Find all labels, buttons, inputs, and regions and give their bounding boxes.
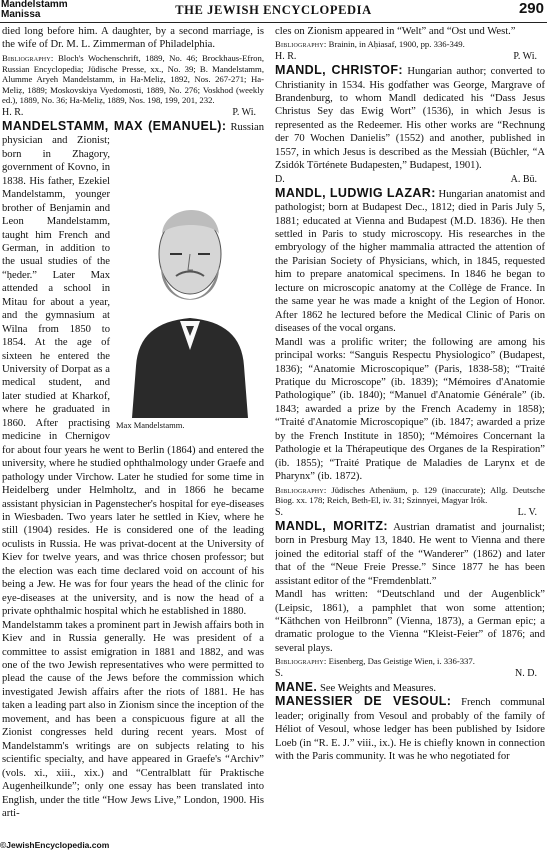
entry-body: Austrian dramatist and journalist; born in Presburg May 13, 1840. He went to Vienna and there joined the editorial staff of the “Wanderer” (1862) and later that of the “Neue Freie Presse.” Since 1877 he has been assistant editor of the “Fremdenblatt.”	[275, 521, 545, 587]
right-column	[275, 25, 545, 840]
bibliography-label: Bibliography:	[275, 39, 327, 50]
cross-reference: See Weights and Measures.	[319, 682, 436, 694]
bibliography	[2, 53, 264, 106]
entry-body: Hungarian author; converted to Christianity in 1534. His godfather was George, Margrave of Brandenburg, to whom Mandl dedicated his “Dass Jesus Christus Sey das Ewig Wort” (1536), in which Jesus is represented as the Redeemer. His other works are “Rechnung der 70 Wochen Danielis” (1552) and another, published in 1557, in which Jesus is described as the Messiah (Büchler, “A Zsidók Története Budapesten,” Budapest, 1901).	[275, 66, 545, 172]
footer-watermark: ©JewishEncyclopedia.com	[0, 840, 110, 850]
portrait-image	[116, 136, 264, 418]
entry-mandl-christof	[275, 64, 545, 173]
entry-mane	[275, 681, 545, 695]
bibliography-text: Eisenberg, Das Geistige Wien, i. 336-337.	[328, 656, 475, 667]
entry-mandl-moritz	[275, 520, 545, 588]
signature-line	[275, 173, 545, 186]
author-initials: L. V.	[517, 506, 537, 518]
signature-line	[275, 50, 545, 63]
bibliography	[275, 39, 545, 50]
page-header	[0, 0, 547, 24]
author-initials: P. Wi.	[232, 106, 256, 118]
entry-heading: MANDELSTAMM, MAX (EMANUEL):	[2, 118, 227, 133]
portrait-figure	[116, 136, 264, 434]
entry-paragraph: Mandl has written: “Deutschland und der Augenblick” (Leipsic, 1861), a pamphlet that won some attention; “Käthchen von Heilbronn” (Vienna, 1873), a German epic; a dramatic prologue to the Vienna “Kleist-Feier” of 1876; and several plays.	[275, 589, 545, 654]
bibliography-label: Bibliography:	[2, 52, 54, 63]
signature-line	[275, 506, 545, 519]
header-rule	[0, 22, 547, 23]
entry-body: Russian physician and Zionist; born in Zhagory, government of Kovno, in 1838. His father, Ezekiel Mandelstamm, younger brother of Benjamin and Leon Mandelstamm, taught him French and German, in addition to the usual studies of the “ḥeder.” Later Max attended a school in Mitau for about a year, and the gymnasium at Wilna from 1850 to 1854. At the age of sixteen he entered the University of Dorpat as a medical student, and later studied at Kharkof, where he graduated in 1860. After practising medicine in Chernigov for about four years he went to Berlin (1864) and entered the university, where he studied ophthalmology under Graefe and pathology under Virchow. Later he studied for some time in Heidelberg under Helmholtz, and in 1866 he became assistant physician in Pagenstecher's hospital for eye-diseases in Wiesbaden. Two years later he settled in Kiev, where he still (1904) resides. He is considered one of the leading oculists in Russia. He was privat-docent at the University of Kiev for twelve years, and was thrice chosen professor; but the election was each time declared void on account of his being a Jew. He was for four years the head of the clinic for eye-diseases at the university, and is now the head of a private ophthalmic hospital which he established in 1880.	[2, 121, 264, 618]
entry-heading: MANDL, LUDWIG LAZAR:	[275, 185, 436, 200]
entry-heading: MANESSIER DE VESOUL:	[275, 694, 452, 709]
continuation-text: died long before him. A daughter, by a second marriage, is the wife of Dr. M. L. Zimmerman of Philadelphia.	[2, 26, 264, 51]
entry-heading: MANDL, CHRISTOF:	[275, 63, 403, 78]
entry-paragraph: Mandelstamm takes a prominent part in Jewish affairs both in Kiev and in Russia generally. He was president of a committee to assist emigration in 1881 and 1882, and was one of the two Jewish representatives who were permitted to plead the cause of the Jews before the commission which investigated Jewish affairs after the riots of 1881. He has taken a leading part also in Zionism since the inception of the movement, and has been a conspicuous figure at all the Zionist congresses held during recent years. Most of Mandelstamm's writings are on subjects relating to his scientific specialty, and have appeared in Graefe's “Archiv” (vols. xi., xiii., xix.) and “Centralblatt für Praktische Augenheilkunde”; only one essay has been translated into English, under the title “How Jews Live,” London, 1900. His arti-	[2, 619, 264, 819]
running-head-last: Manissa	[1, 9, 41, 20]
signature-initials: H. R.	[2, 106, 24, 118]
left-column	[2, 25, 264, 840]
figure-caption: Max Mandelstamm.	[116, 419, 185, 430]
entry-manessier	[275, 695, 545, 763]
author-initials: P. Wi.	[513, 51, 537, 63]
bibliography-label: Bibliography:	[275, 656, 327, 667]
entry-body: French communal leader; originally from Vesoul and probably of the family of Héliot of Vesoul, whose ledger has been published by Isidore Loeb (in “R. E. J.” viii., ix.). He is chiefly known in connection with the Paris community. It was he who negotiated for	[275, 697, 545, 763]
bibliography	[275, 485, 545, 506]
entry-mandelstamm-max	[2, 120, 264, 821]
entry-mandl-ludwig	[275, 187, 545, 336]
bibliography-text: Brainin, in Aḥiasaf, 1900, pp. 336-349.	[328, 39, 465, 50]
author-initials: N. D.	[515, 667, 537, 679]
signature-initials: H. R.	[275, 51, 297, 63]
publication-title: THE JEWISH ENCYCLOPEDIA	[175, 3, 372, 17]
entry-body: Hungarian anatomist and pathologist; born at Budapest Dec., 1812; died in Paris July 5, 1881; educated at Vienna and Budapest (M.D. 1836). He then settled in Paris to study microscopy. His researches in the embryology of the higher mammalia attracted the attention of the Parisian Society of Physicians, which, in 1845, requested him to prepare anatomical specimens. In 1846 he began to lecture on microscopic anatomy at the Collège de France. In the same year he was made a knight of the Legion of Honor. After 1862 he lectured before the Medical Clinic of Paris on diseases of the vocal organs.	[275, 188, 545, 335]
author-initials: A. Bü.	[510, 173, 537, 185]
running-head-first: Mandelstamm	[1, 0, 68, 10]
signature-line	[2, 106, 264, 119]
continuation-text: cles on Zionism appeared in “Welt” and “Ost und West.”	[275, 26, 516, 37]
entry-heading: MANDL, MORITZ:	[275, 518, 388, 533]
signature-initials: D.	[275, 173, 285, 185]
bibliography-text: Bloch's Wochenschrift, 1889, No. 46; Brockhaus-Efron, Russian Encyclopedia; Jüdische Presse, xx., No. 39; B. Mandelstamm, Alumme Aryeh Mandelstamm, in Ha-Meliẓ, 1892, Nos. 267-271; Ha-Meliẓ, 1889; Moskovskiya Vyedomosti, 1889, No. 276; Voskhod (weekly ed.), 1889, No. 36; Ha-Meliẓ, 1889, Nos. 198, 199, 201, 232.	[2, 52, 264, 106]
signature-initials: S.	[275, 506, 284, 518]
page-number: 290	[518, 0, 544, 17]
signature-initials: S.	[275, 667, 284, 679]
bibliography	[275, 656, 545, 667]
bibliography-label: Bibliography:	[275, 484, 327, 495]
entry-heading: MANE.	[275, 679, 318, 694]
entry-paragraph: Mandl was a prolific writer; the following are among his principal works: “Sanguis Respectu Physiologico” (Budapest, 1836); “Anatomie Microscopique” (Paris, 1838-58); “Traité Pratique du Microscope” (ib. 1839); “Mémoires d'Anatomie Pathologique” (ib. 1840); “Manuel d'Anatomie Générale” (ib. 1843; awarded a prize by the French Academy in 1858); “Traité d'Anatomie Microscopique” (ib. 1847; awarded a prize by the French Institute in 1850); “Mémoires Concernant la Pathologie et la Thérapeutique des Organes de la Respiration” (ib. 1855); “Traité Pratique de Maladies de Larynx et de Pharynx” (ib. 1872).	[275, 336, 545, 483]
signature-line	[275, 667, 545, 680]
bibliography-text: Jüdisches Athenäum, p. 129 (inaccurate); Allg. Deutsche Biog. xx. 178; Reich, Beth-El, iv. 31; Szinnyei, Magyar Irók.	[275, 484, 545, 506]
